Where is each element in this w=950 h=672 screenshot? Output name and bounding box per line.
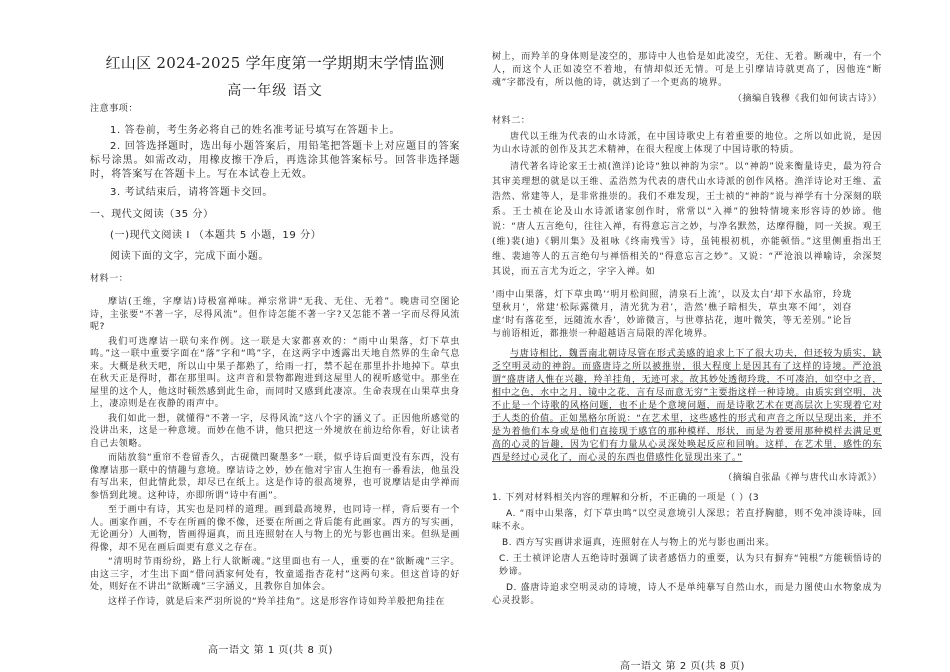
page-footer-1: 高一语文 第 1 页(共 8 页) bbox=[208, 645, 333, 656]
question-1-option-c: C. 王士祯评论唐人五绝诗时强调了读者感悟力的重要，认为只有摒弃“钝根”方能顿悟诗的妙谛。 bbox=[499, 554, 882, 577]
material2-paragraph: 唐代以王维为代表的山水诗派，在中国诗歌史上有着重要的地位。之所以如此说，是因为山水诗派的创作及其艺术精神，在很大程度上体现了中国诗歌的特质。 bbox=[492, 132, 882, 155]
material1-paragraph: 至于画中有诗，其实也是同样的道理。画到最高境界，也同诗一样，背后要有一个人。画家作画，不专在所画的像不像，还要在所画之背后能有此画家。西方的写实画，无论画分）人画物，皆画得逼真，而且连照射在人与物上的光与影也画出来。但纵是画得像，却不见在画后面更有意义之存在。 bbox=[90, 505, 460, 553]
material2-paragraph: 与唐诗相比，魏晋南北朝诗尽管在形式美感的追求上下了很大功夫，但还较为质实，缺乏空明灵动的神韵。而盛唐诗之所以被推崇，很大程度上是因其有了这样的诗境。严沧浪谓“盛唐诸人惟在兴趣，羚羊挂角，无迹可求。故其妙处透彻玲珑，不可凑泊，如空中之音，相中之色，水中之月，镜中之花，言有尽而意无穷”主要指这样一种诗境。由质实到空明，决不止是一个诗歌的风格问题，也不止是个意境问题，而是诗歌艺术在更高层次上实现着它对于人类的价值。正如黑格尔所说：“在艺术里，这些感性的形式和声音之所以呈现出来，并不是为着他们本身或是他们直接现于感官的那种模样、形状，而是为着要用那种模样去满足更高的心灵的旨趣，因为它们有力量从心灵深处唤起反应和回响。这样，在艺术里，感性的东西是经过心灵化了，而心灵的东西也借感性化显现出来了。” bbox=[492, 349, 882, 463]
notice-heading: 注意事项： bbox=[90, 104, 139, 114]
material1-source: （摘编自钱穆《我们如何读古诗》） bbox=[732, 94, 882, 104]
material1-paragraph: 我们如此一想，就懂得“不著一字，尽得风流”这八个字的涵义了。正因他所感觉的没讲出来，这是一种意境。而妙在他不讲，他只把这一外境放在前边给你看，好让读者自己去领略。 bbox=[90, 413, 460, 449]
material1-paragraph: 我们可选摩诘一联句来作例。这一联是大家都喜欢的：“雨中山果落，灯下草虫鸣。”这一联中重要字面在“落”字和“鸣”字，在这两字中透露出天地自然界的生命气息来。大概是秋天吧，所以山中果子都熟了，给雨一打，禁不起在那里扑扑地掉下。草虫在秋天正是得时，都在那里叫。这声音和景物都跑进到这屋里人的视听感觉中。那坐在屋里的这个人，他这时顿然感到此生命，而同时又感到此凄凉。生命表现在山果草虫身上，凄凉则是在夜静的雨声中。 bbox=[90, 336, 460, 409]
material1-label: 材料一： bbox=[90, 274, 129, 284]
notice-item-3: 3. 考试结束后，请将答题卡交回。 bbox=[110, 187, 273, 198]
notice-item-1: 1. 答卷前，考生务必将自己的姓名准考证号填写在答题卡上。 bbox=[110, 125, 401, 136]
section-heading: 一、现代文阅读（35 分） bbox=[90, 209, 214, 220]
material1-paragraph: 摩诘(王维，字摩诘)诗极富禅味。禅宗常讲“无我、无住、无着”。晚唐司空图论诗，主张要“不著一字，尽得风流”。但作诗怎能不著一字?又怎能不著一字而尽得风流呢? bbox=[90, 297, 460, 332]
material1-paragraph: 这样子作诗，就是后来严羽所说的“羚羊挂角”。这是形容作诗如羚羊般把角挂在 bbox=[108, 596, 445, 607]
material1-continuation: 树上，而羚羊的身体则是凌空的，那诗中人也恰是如此凌空，无住、无着。断魂中，有一个人，而这个人正如凌空不着地，有情却似还无情。可是上引摩诘诗就更高了，因他连“断魂”字都没有，所以他的诗，就达到了一个更高的境界。 bbox=[492, 52, 882, 88]
material2-label: 材料二： bbox=[492, 116, 531, 126]
question-1-option-a: A. “雨中山果落，灯下草虫鸣”以空灵意境引人深思；若直抒胸臆，则不免冲淡诗味，回味不永。 bbox=[492, 509, 882, 532]
exam-title: 红山区 2024-2025 学年度第一学期期末学情监测 bbox=[105, 54, 445, 72]
question-1-option-d: D. 盛唐诗追求空明灵动的诗境，诗人不是单纯摹写自然山水，而是力图使山水物象成为心灵投影。 bbox=[492, 583, 882, 606]
notice-item-2: 2. 回答选择题时，选出每小题答案后，用铅笔把答题卡上对应题目的答案标号涂黑。如需改动，用橡皮擦干净后，再选涂其他答案标号。回答非选择题时，将答案写在答题卡上。写在本试卷上无效。 bbox=[90, 141, 460, 180]
subsection-heading: (一)现代文阅读 I （本题共 5 小题，19 分） bbox=[110, 230, 322, 241]
material1-body bbox=[90, 296, 460, 608]
exam-subtitle: 高一年级 语文 bbox=[227, 83, 323, 99]
question-1-stem: 1. 下列对材料相关内容的理解和分析，不正确的一项是（ ）(3 bbox=[492, 493, 760, 503]
question-1-option-b: B. 西方写实画讲求逼真，连照射在人与物上的光与影也画出来。 bbox=[502, 538, 775, 548]
material2-paragraph: 清代著名诗论家王士祯(渔洋)论诗“独以神韵为宗”。以“神韵”说来衡量诗史，最为符合其审美理想的就是以王维、孟浩然为代表的唐代山水诗派的创作风格。渔洋诗论对王维、孟浩然、常建等人，是非常推崇的。我们不难发现，王士祯的“神韵”说与禅学有十分深刻的联系。王士祯在论及山水诗派诸家创作时，常常以“入禅”的独特情境来形容诗的妙谛。他说：“唐人五言绝句，往往入禅，有得意忘言之妙，与净名默然，达摩得髓，同一关捩。观王(维)裴(迪)《辋川集》及祖咏《终南残雪》诗，虽钝根初机，亦能顿悟。”这里侧重指出王维、裴迪等人的五言绝句与禅悟相关的“得意忘言之妙”。又说：“严沧浪以禅喻诗，余深契其说，而五言尤为近之，字字入禅。如 bbox=[492, 162, 882, 277]
material1-paragraph: “清明时节雨纷纷，路上行人欲断魂。”这里面也有一人，重要的在“欲断魂”三字。由这三字，才生出下面“借问酒家何处有，牧童遥指杏花村”这两句来。但这首诗的好处，则好在不讲出“欲断魂”三字涵义，且教你自加体会。 bbox=[90, 557, 460, 592]
material1-paragraph: 而陆放翁“重帘不卷留香久，古砚微凹聚墨多”一联，似乎诗后面更没有东西，没有像摩诘那一联中的情趣与意境。摩诘诗之妙，妙在他对宇宙人生抱有一番看法，他虽没有写出来，但此情此景，却尽已在纸上。这是作诗的很高境界，也可说摩诘是由学禅而参悟到此境。这种诗，亦即所谓“诗中有画”。 bbox=[90, 453, 460, 501]
page-footer-2: 高一语文 第 2 页(共 8 页) bbox=[620, 661, 745, 672]
page2-body bbox=[492, 51, 882, 608]
material2-source: （摘编自张晶《禅与唐代山水诗派》） bbox=[723, 473, 882, 483]
reading-instruction: 阅读下面的文字，完成下面小题。 bbox=[110, 251, 269, 262]
material2-paragraph: ‘雨中山果落，灯下草虫鸣’‘明月松间照，清泉石上流’，以及太白‘却下水晶帘，玲珑望秋月’，常建‘松际露微月，清光犹为君’，浩然‘樵子暗相失，草虫寒不闻’，刘昚虚‘时有落花至，远随流水香’，妙谛微言，与世尊拈花，迦叶微笑，等无差别。”论旨与前语相近，都推崇一种超越语言局限的浑化境界。 bbox=[492, 290, 852, 339]
